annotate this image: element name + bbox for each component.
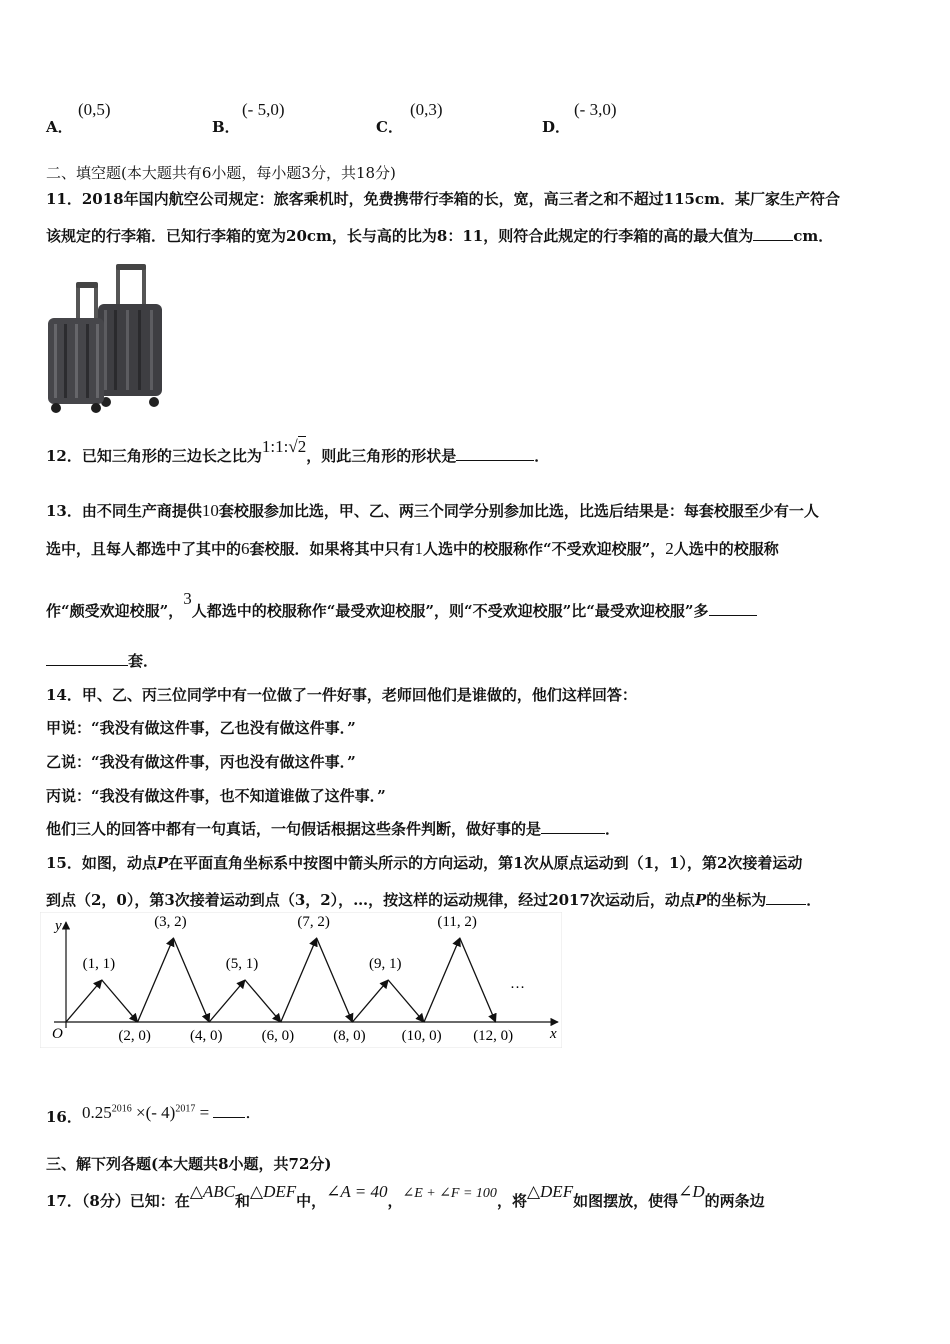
q16-base: 0.25	[82, 1103, 112, 1122]
q13-text: 人都选中的校服称作“最受欢迎校服”，则“不受欢迎校服”比“最受欢迎校服”多	[191, 602, 709, 620]
q13-number: 1	[414, 539, 424, 558]
point-label: (10, 0)	[401, 1028, 442, 1044]
q13-text: 人选中的校服称作“不受欢迎校服”，	[423, 540, 666, 558]
q17-text: ，	[387, 1192, 403, 1210]
q16-equals: =	[199, 1103, 210, 1122]
q14-line2: 甲说：“我没有做这件事，乙也没有做这件事．”	[46, 719, 356, 737]
q13-text: 13．由不同生产商提供	[46, 502, 202, 520]
motion-graph	[40, 912, 562, 1048]
q17-text: 和	[235, 1192, 251, 1210]
q13-line4	[46, 650, 158, 671]
point-label: (8, 0)	[333, 1028, 366, 1044]
option-b-value: (- 5,0)	[242, 100, 285, 119]
q16-number: 16．	[46, 1108, 82, 1126]
q17-text: ，将	[496, 1192, 527, 1210]
period: ．	[245, 1103, 263, 1122]
answer-blank	[46, 651, 128, 666]
q12-ratio: 1:1:	[261, 437, 289, 456]
point-label: (2, 0)	[118, 1028, 151, 1044]
point-label: (11, 2)	[437, 914, 477, 930]
q14-line4: 丙说：“我没有做这件事，也不知道谁做了这件事．”	[46, 787, 386, 805]
point-label: (12, 0)	[473, 1028, 514, 1044]
point-p: P	[694, 891, 707, 909]
origin-label: O	[52, 1026, 63, 1042]
q16-negative-base: (- 4)	[145, 1103, 176, 1122]
option-c-label: C．	[376, 118, 403, 136]
option-d-value: (- 3,0)	[574, 100, 617, 119]
answer-blank	[766, 890, 806, 905]
q13-text: 套校服．如果将其中只有	[249, 540, 415, 558]
x-axis-label: x	[550, 1026, 557, 1042]
q13-text: 套校服参加比选，甲、乙、两三个同学分别参加比选，比选后结果是：每套校服至少有一人	[218, 502, 819, 520]
q13-line2	[46, 538, 779, 559]
q13-text: 套．	[128, 652, 159, 670]
q15-text: ．	[806, 891, 822, 909]
sqrt-symbol: √	[288, 437, 298, 456]
q12	[46, 437, 550, 466]
triangle-def: △DEF	[526, 1182, 574, 1201]
triangle-abc: △ABC	[189, 1182, 235, 1201]
q14-line5	[46, 818, 620, 839]
q11-line1: 11．2018年国内航空公司规定：旅客乘机时，免费携带行李箱的长，宽，高三者之和不超过115cm．某厂家生产符合	[46, 190, 840, 208]
angle-a: ∠A = 40	[326, 1182, 388, 1201]
answer-blank	[753, 226, 793, 241]
angle-e-f: ∠E + ∠F = 100	[402, 1186, 497, 1201]
q12-post: ，则此三角形的形状是	[306, 447, 457, 465]
q15-text: 的坐标为	[706, 891, 767, 909]
q15-text: 到点（2，0），第3次接着运动到点（3，2），…，按这样的运动规律，经过2017次运动后，动点	[46, 891, 695, 909]
q13-text: 人选中的校服称	[673, 540, 779, 558]
q17-text: 17．（8分）已知：在	[46, 1192, 190, 1210]
option-d-label: D．	[542, 118, 571, 136]
q13-number: 3	[183, 589, 192, 608]
q15-text: 在平面直角坐标系中按图中箭头所示的方向运动，第1次从原点运动到（1，1），第2次接着运动	[168, 854, 803, 872]
y-axis-label: y	[55, 918, 62, 934]
q16-expression	[82, 1098, 262, 1123]
angle-d: ∠D	[678, 1182, 705, 1201]
point-label: (3, 2)	[154, 914, 187, 930]
q16-exponent1: 2016	[111, 1103, 132, 1115]
q16-times: ×	[136, 1103, 146, 1122]
section3-title: 三、解下列各题(本大题共8小题，共72分)	[46, 1155, 332, 1173]
q13-text: 作“颇受欢迎校服”，	[46, 602, 184, 620]
q15-text: 15．如图，动点	[46, 854, 157, 872]
option-a-value: (0,5)	[78, 100, 111, 119]
option-a-label: A．	[46, 118, 73, 136]
q13-line3	[46, 589, 757, 621]
q17-text: 的两条边	[704, 1192, 765, 1210]
q13-text: 选中，且每人都选中了其中的	[46, 540, 242, 558]
q13-number: 10	[201, 501, 219, 520]
q16	[46, 1106, 82, 1127]
answer-blank	[456, 446, 534, 461]
point-label: (6, 0)	[261, 1028, 295, 1044]
graph-ellipsis: …	[510, 976, 525, 992]
q14-line3: 乙说：“我没有做这件事，丙也没有做这件事．”	[46, 753, 356, 771]
q13-number: 2	[665, 539, 674, 558]
period: ．	[534, 447, 550, 465]
q14-text: ．	[605, 820, 621, 838]
point-label: (9, 1)	[369, 956, 402, 972]
luggage-image	[42, 262, 166, 414]
q17-text: 中，	[296, 1192, 327, 1210]
q12-pre: 12．已知三角形的三边长之比为	[46, 447, 262, 465]
q17-text: 如图摆放，使得	[573, 1192, 679, 1210]
point-label: (7, 2)	[297, 914, 330, 930]
option-c-value: (0,3)	[410, 100, 443, 119]
triangle-def: △DEF	[250, 1182, 297, 1201]
q11-line2	[46, 225, 833, 246]
q14-text: 他们三人的回答中都有一句真话，一句假话根据这些条件判断，做好事的是	[46, 820, 542, 838]
q13-line1	[46, 500, 819, 521]
q16-exponent2: 2017	[175, 1103, 196, 1115]
q15-line2	[46, 889, 821, 910]
option-b-label: B．	[212, 118, 240, 136]
q15-line1	[46, 852, 802, 873]
q11-line2-text: 该规定的行李箱．已知行李箱的宽为20cm，长与高的比为8：11，则符合此规定的行李箱的高的最大值为	[46, 227, 754, 245]
section2-title: 二、填空题(本大题共有6小题，每小题3分，共18分)	[46, 164, 396, 182]
q17	[46, 1182, 765, 1211]
point-label: (1, 1)	[82, 956, 116, 972]
answer-blank	[213, 1103, 245, 1118]
answer-blank	[541, 819, 605, 834]
point-label: (4, 0)	[190, 1028, 223, 1044]
point-label: (5, 1)	[225, 956, 259, 972]
point-p: P	[156, 854, 169, 872]
q13-number: 6	[241, 539, 250, 558]
q14-line1: 14．甲、乙、丙三位同学中有一位做了一件好事，老师回他们是谁做的，他们这样回答：	[46, 686, 637, 704]
q11-unit: cm．	[793, 227, 834, 245]
answer-blank	[709, 601, 757, 616]
q12-sqrt-value: 2	[297, 437, 307, 456]
